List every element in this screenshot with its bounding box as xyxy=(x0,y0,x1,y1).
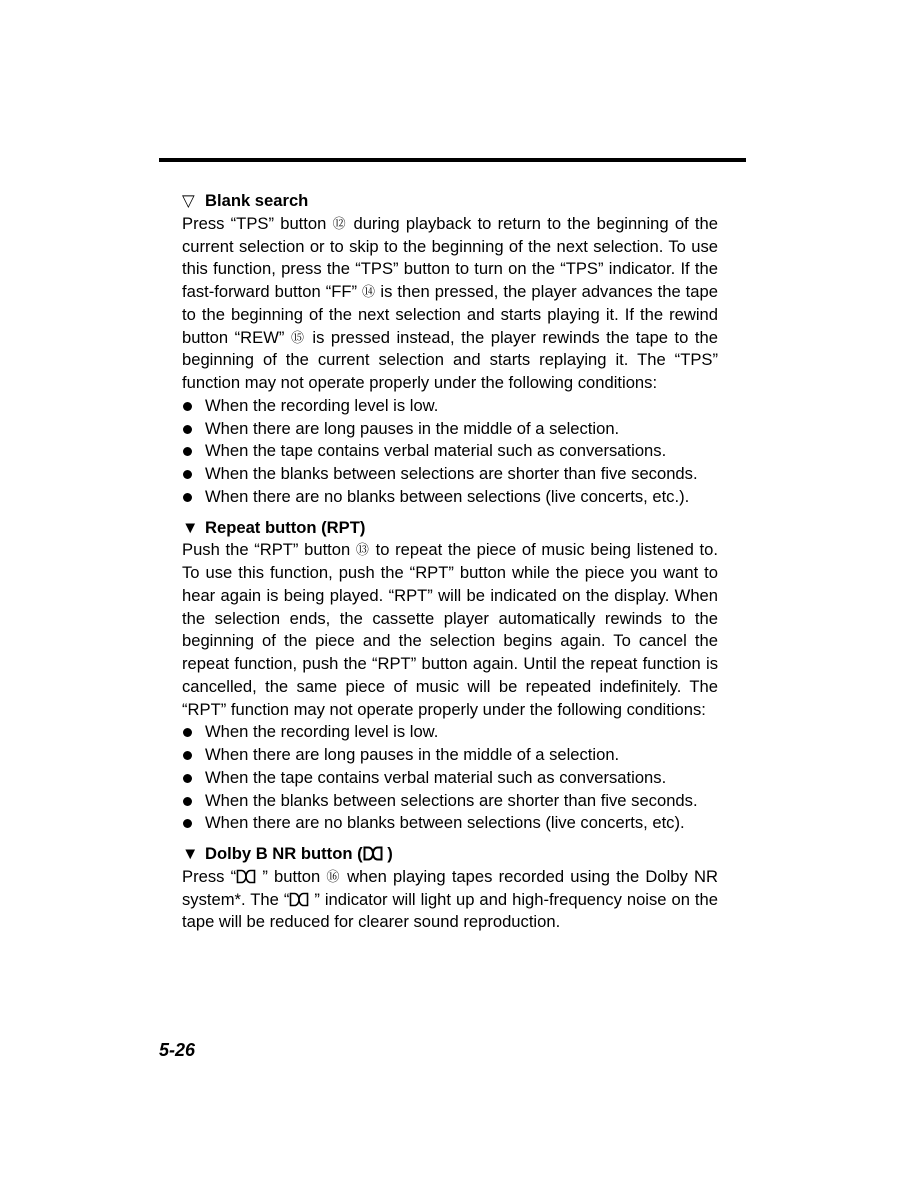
circled-number-14: ⑭ xyxy=(362,284,376,299)
list-item xyxy=(182,744,718,767)
list-item xyxy=(182,418,718,441)
list-item xyxy=(182,767,718,790)
open-triangle-marker-icon: ▽ xyxy=(182,191,195,210)
section-heading xyxy=(182,190,718,213)
list-item-text: When there are no blanks between selections (live concerts, etc). xyxy=(205,813,685,833)
bullet-icon xyxy=(183,470,192,479)
text-run: during playback to return to the beginning of the current selection or to skip to the beginning of the next selection. To use this function, press the “TPS” button to turn on the “TPS” indicator. If the fast-forward button “FF” xyxy=(182,213,718,301)
bullet-icon xyxy=(183,425,192,434)
text-run: Push the “RPT” button xyxy=(182,540,356,560)
list-item xyxy=(182,395,718,418)
circled-number-15: ⑮ xyxy=(290,329,306,345)
bullet-icon xyxy=(183,797,192,806)
list-item-text: When the recording level is low. xyxy=(205,722,439,742)
list-item-text: When the tape contains verbal material such as conversations. xyxy=(205,441,667,461)
text-run: is then pressed, the player advances the tape to the beginning of the next selection and starts playing it. If the rewind button “REW” xyxy=(182,282,718,347)
heading-title: Repeat button (RPT) xyxy=(205,517,366,537)
circled-number-13: ⑬ xyxy=(355,542,370,558)
page-number: 5-26 xyxy=(159,1040,196,1060)
bullet-icon xyxy=(183,402,192,411)
list-item xyxy=(182,440,718,463)
condition-list xyxy=(182,395,718,509)
list-item-text: When the recording level is low. xyxy=(205,395,439,415)
text-run: is pressed instead, the player rewinds the tape to the beginning of the current selection and starts replaying it. The “TPS” function may not operate properly under the following conditions: xyxy=(182,327,718,392)
list-item-text: When there are long pauses in the middle of a selection. xyxy=(205,418,620,438)
top-rule xyxy=(159,158,746,162)
list-item-text: When there are no blanks between selections (live concerts, etc.). xyxy=(205,486,690,506)
bullet-icon xyxy=(183,493,192,502)
section-repeat-button xyxy=(182,517,718,836)
list-item xyxy=(182,721,718,744)
text-run: ” button xyxy=(256,866,327,886)
list-item xyxy=(182,486,718,509)
heading-title-end: ) xyxy=(382,844,393,863)
heading-title: Dolby B NR button ( xyxy=(205,844,363,863)
bullet-icon xyxy=(183,751,192,760)
filled-triangle-marker-icon: ▼ xyxy=(182,517,199,537)
dolby-double-d-icon xyxy=(289,892,309,907)
list-item xyxy=(182,463,718,486)
list-item xyxy=(182,812,718,835)
bullet-icon xyxy=(183,447,192,456)
list-item-text: When there are long pauses in the middle of a selection. xyxy=(205,745,620,764)
text-run: to repeat the piece of music being listened to. To use this function, push the “RPT” button while the piece you want to hear again is being played. “RPT” will be indicated on the display. When the selection ends, the cassette player automatically rewinds to the beginning of the piece and the selection begins again. To cancel the repeat function, push the “RPT” button again. Until the repeat function is cancelled, the same piece of music will be repeated indefinitely. The “RPT” function may not operate properly under the following conditions: xyxy=(182,540,718,719)
section-dolby-nr xyxy=(182,843,718,934)
text-run: Press “TPS” button xyxy=(182,213,333,233)
dolby-double-d-icon xyxy=(236,869,256,884)
body-paragraph xyxy=(182,213,718,395)
list-item xyxy=(182,790,718,813)
body-paragraph xyxy=(182,539,718,721)
text-run: ” indicator will light up and high-frequency noise on the tape will be reduced for clearer sound reproduction. xyxy=(182,889,718,932)
section-blank-search xyxy=(182,190,718,509)
text-run: Press “ xyxy=(182,866,237,886)
text-run: when playing tapes recorded using the Dolby NR system*. The “ xyxy=(182,866,718,909)
bullet-icon xyxy=(183,774,192,783)
circled-number-16: ⑯ xyxy=(326,868,341,884)
body-paragraph xyxy=(182,866,718,934)
page-content xyxy=(182,190,718,934)
section-heading xyxy=(182,517,718,540)
dolby-double-d-icon xyxy=(363,846,383,861)
bullet-icon xyxy=(183,728,192,737)
list-item-text: When the blanks between selections are shorter than five seconds. xyxy=(205,464,698,483)
section-heading xyxy=(182,843,718,866)
list-item-text: When the blanks between selections are shorter than five seconds. xyxy=(205,790,698,810)
circled-number-12: ⑫ xyxy=(332,215,348,231)
condition-list xyxy=(182,721,718,835)
filled-triangle-marker-icon: ▼ xyxy=(182,844,199,863)
list-item-text: When the tape contains verbal material such as conversations. xyxy=(205,767,667,787)
bullet-icon xyxy=(183,819,192,828)
heading-title: Blank search xyxy=(205,191,309,210)
